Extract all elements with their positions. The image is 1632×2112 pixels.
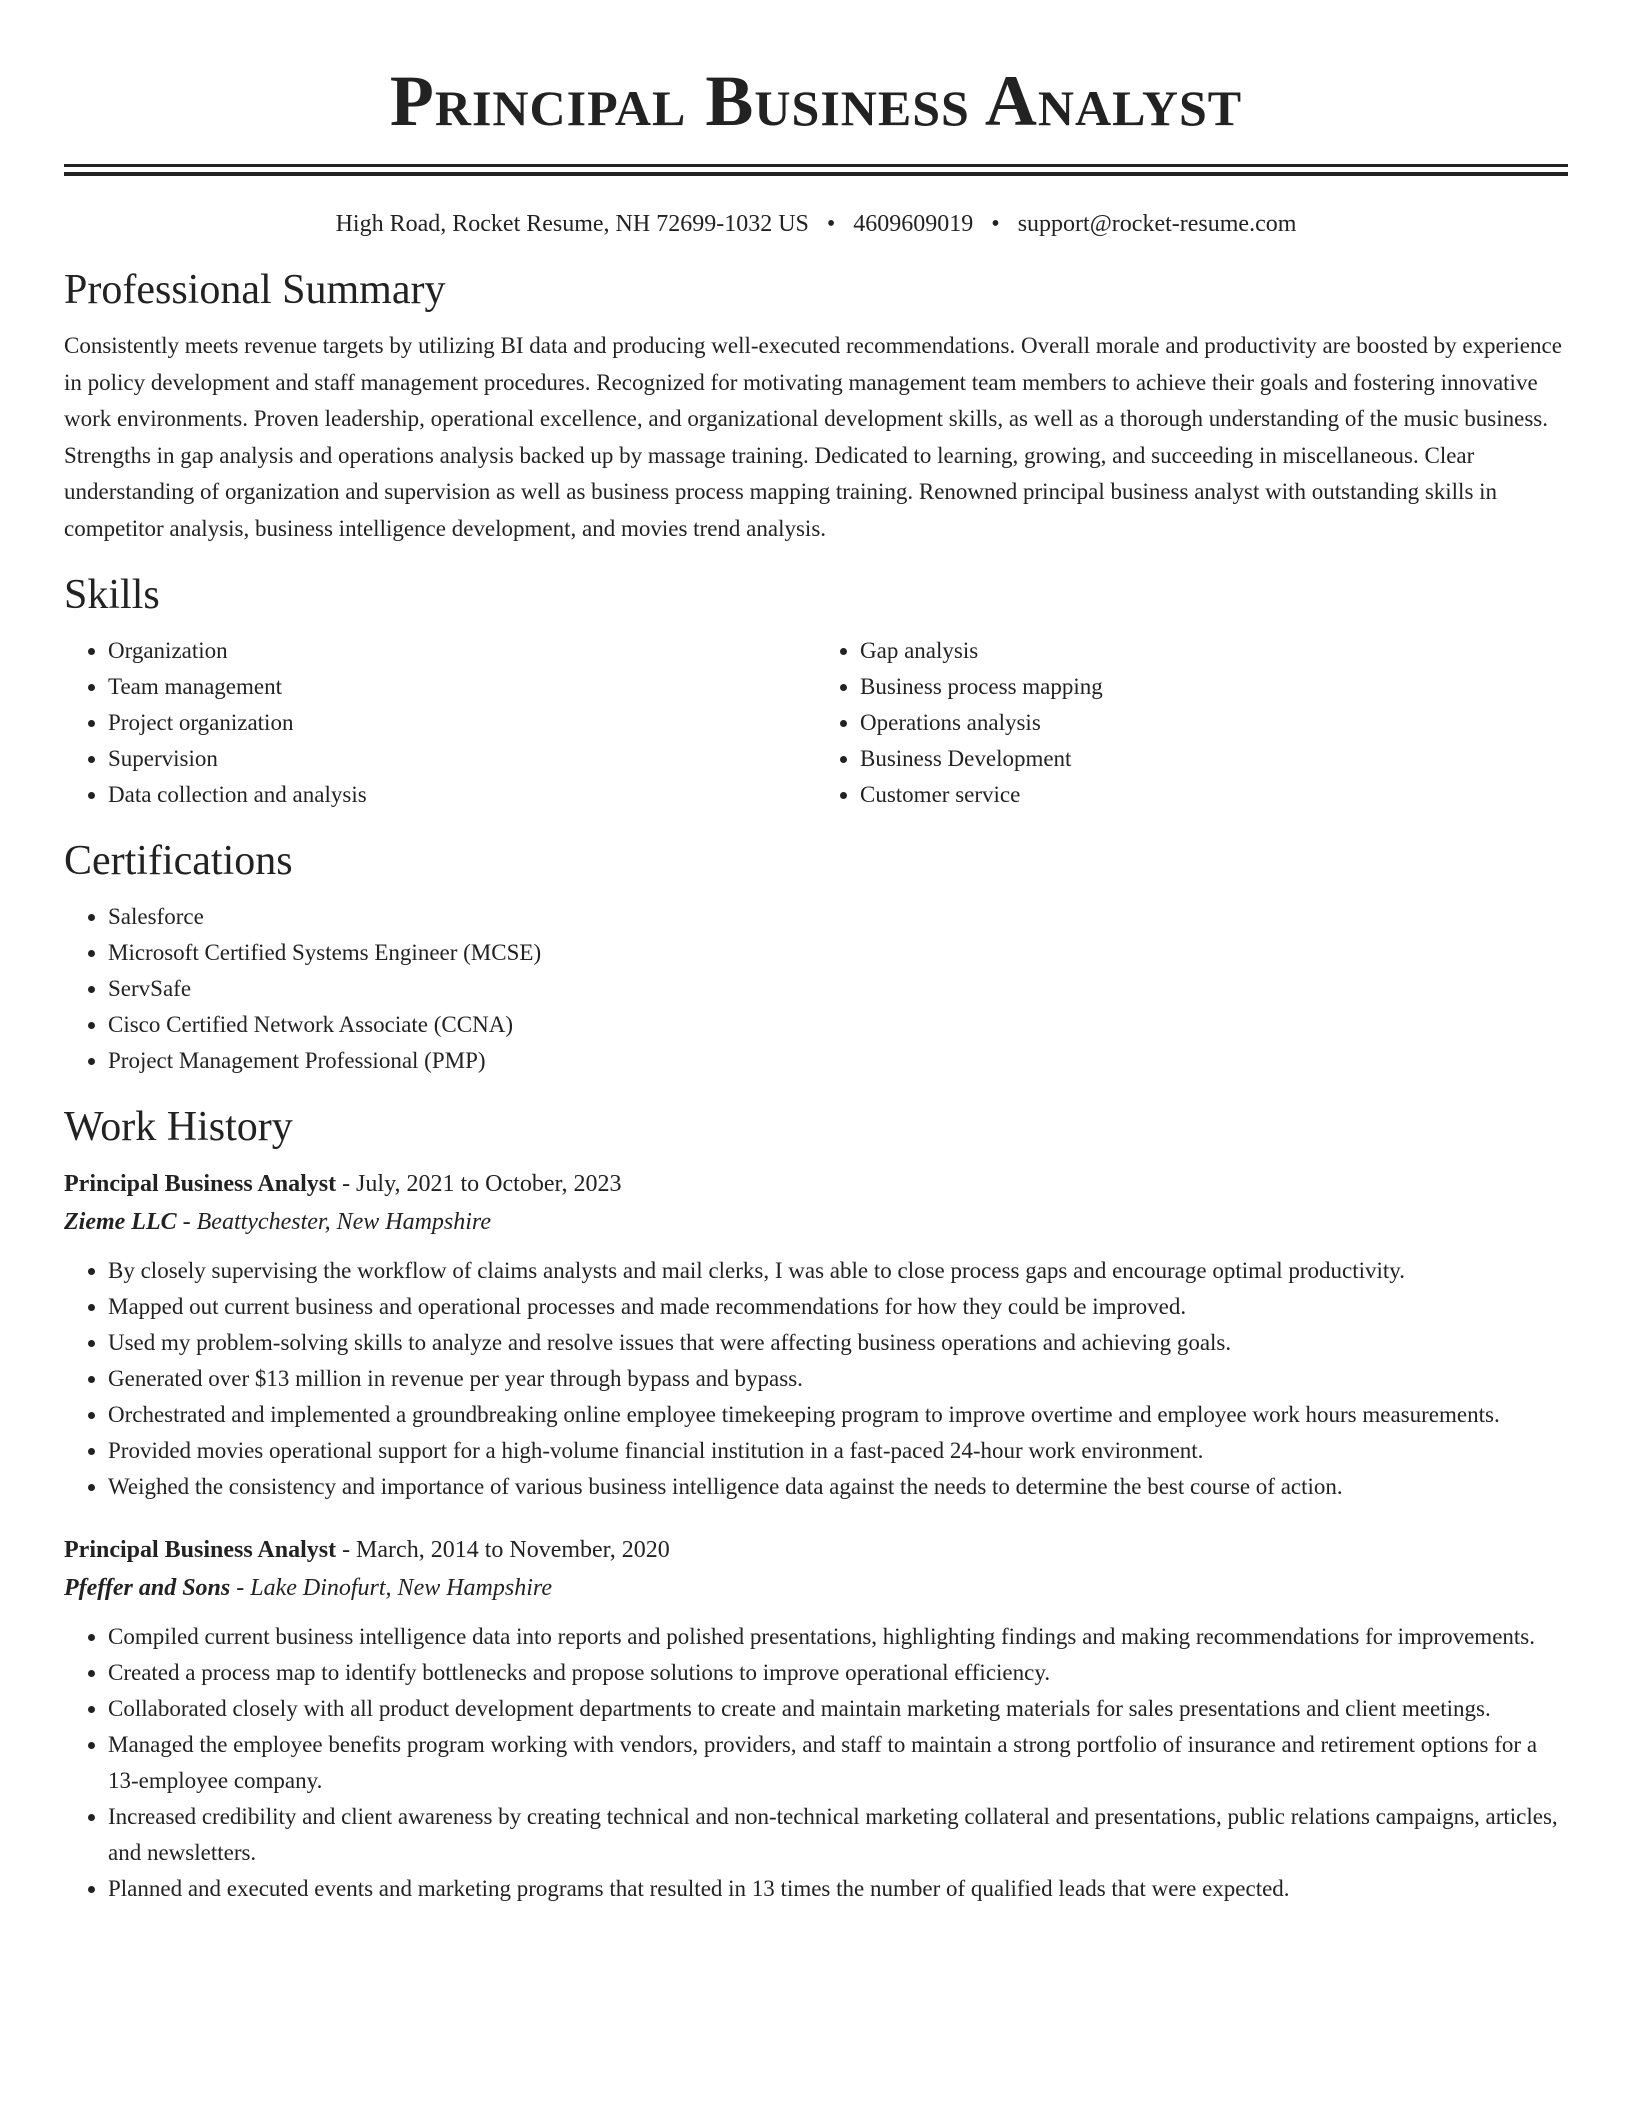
skill-item: • Gap analysis [860, 633, 1568, 669]
summary-text: Consistently meets revenue targets by utilizing BI data and producing well-executed recommendations. Overall morale and productivity are boosted by experience in policy development and staff management procedures. Recognized for motivating management team members to achieve their goals and fostering innovative work environments. Proven leadership, operational excellence, and organizational development skills, as well as a thorough understanding of the music business. Strengths in gap analysis and operations analysis backed up by massage training. Dedicated to learning, growing, and succeeding in miscellaneous. Clear understanding of organization and supervision as well as business process mapping training. Renowned principal business analyst with outstanding skills in competitor analysis, business intelligence development, and movies trend analysis. [64, 333, 1562, 541]
certification-item: • Salesforce [108, 899, 1568, 935]
job-bullet: • Compiled current business intelligence data into reports and polished presentations, highlighting findings and making recommendations for improvements. [108, 1619, 1568, 1655]
skill-item: • Customer service [860, 777, 1568, 813]
skills-list-left [64, 633, 816, 813]
contact-address: High Road, Rocket Resume, NH 72699-1032 US [335, 211, 809, 237]
job-bullet: • Generated over $13 million in revenue per year through bypass and bypass. [108, 1361, 1568, 1397]
skills-heading: Skills [64, 572, 160, 618]
job-bullets [64, 1619, 1568, 1907]
job-company-line [64, 1203, 1568, 1241]
skills-column-right [816, 633, 1568, 813]
job-role: Principal Business Analyst [64, 1171, 337, 1197]
contact-email: support@rocket-resume.com [1017, 211, 1297, 237]
skill-item: • Team management [108, 669, 816, 705]
certification-item: • Project Management Professional (PMP) [108, 1043, 1568, 1079]
job-title-line [64, 1531, 1568, 1569]
skill-item: • Supervision [108, 741, 816, 777]
contact-separator: • [991, 211, 1000, 237]
job-bullet: • Used my problem-solving skills to analyze and resolve issues that were affecting business operations and achieving goals. [108, 1325, 1568, 1361]
certification-item: • ServSafe [108, 971, 1568, 1007]
resume-name-title: Principal Business Analyst [389, 61, 1243, 141]
contact-separator: • [826, 211, 836, 237]
job-bullet: • Created a process map to identify bottlenecks and propose solutions to improve operational efficiency. [108, 1655, 1568, 1691]
skill-item: • Data collection and analysis [108, 777, 816, 813]
summary-heading: Professional Summary [64, 267, 446, 313]
certifications-heading: Certifications [64, 838, 293, 884]
job-company: Zieme LLC [64, 1209, 177, 1235]
job-bullet: • Mapped out current business and operational processes and made recommendations for how they could be improved. [108, 1289, 1568, 1325]
skills-column-left [64, 633, 816, 813]
header-double-rule [64, 164, 1568, 176]
job-entry [64, 1165, 1568, 1505]
job-bullet: • Provided movies operational support for a high-volume financial institution in a fast-paced 24-hour work environment. [108, 1433, 1568, 1469]
job-location: - Lake Dinofurt, New Hampshire [230, 1575, 552, 1601]
contact-phone: 4609609019 [853, 211, 974, 237]
job-bullet: • Orchestrated and implemented a groundbreaking online employee timekeeping program to improve overtime and employee work hours measurements. [108, 1397, 1568, 1433]
skill-item: • Organization [108, 633, 816, 669]
job-bullet: • Planned and executed events and marketing programs that resulted in 13 times the number of qualified leads that were expected. [108, 1871, 1568, 1907]
job-company-line [64, 1569, 1568, 1607]
job-company: Pfeffer and Sons [64, 1575, 231, 1601]
job-location: - Beattychester, New Hampshire [176, 1209, 492, 1235]
job-bullet: • Collaborated closely with all product development departments to create and maintain marketing materials for sales presentations and client meetings. [108, 1691, 1568, 1727]
skills-list-right [816, 633, 1568, 813]
job-bullet: • Weighed the consistency and importance of various business intelligence data against the needs to determine the best course of action. [108, 1469, 1568, 1505]
skill-item: • Project organization [108, 705, 816, 741]
job-title-line [64, 1165, 1568, 1203]
job-dates: - July, 2021 to October, 2023 [336, 1171, 622, 1197]
job-bullets [64, 1253, 1568, 1505]
job-role: Principal Business Analyst [64, 1537, 337, 1563]
job-entry [64, 1531, 1568, 1907]
job-bullet: • By closely supervising the workflow of claims analysts and mail clerks, I was able to close process gaps and encourage optimal productivity. [108, 1253, 1568, 1289]
skill-item: • Operations analysis [860, 705, 1568, 741]
job-bullet: • Managed the employee benefits program working with vendors, providers, and staff to maintain a strong portfolio of insurance and retirement options for a 13-employee company. [108, 1727, 1568, 1799]
contact-line [64, 206, 1568, 242]
job-dates: - March, 2014 to November, 2020 [336, 1537, 670, 1563]
skill-item: • Business process mapping [860, 669, 1568, 705]
certification-item: • Microsoft Certified Systems Engineer (MCSE) [108, 935, 1568, 971]
job-bullet: • Increased credibility and client awareness by creating technical and non-technical marketing collateral and presentations, public relations campaigns, articles, and newsletters. [108, 1799, 1568, 1871]
certifications-list [64, 899, 1568, 1079]
certification-item: • Cisco Certified Network Associate (CCNA) [108, 1007, 1568, 1043]
skills-grid [64, 633, 1568, 813]
skill-item: • Business Development [860, 741, 1568, 777]
work-history-heading: Work History [64, 1104, 293, 1150]
